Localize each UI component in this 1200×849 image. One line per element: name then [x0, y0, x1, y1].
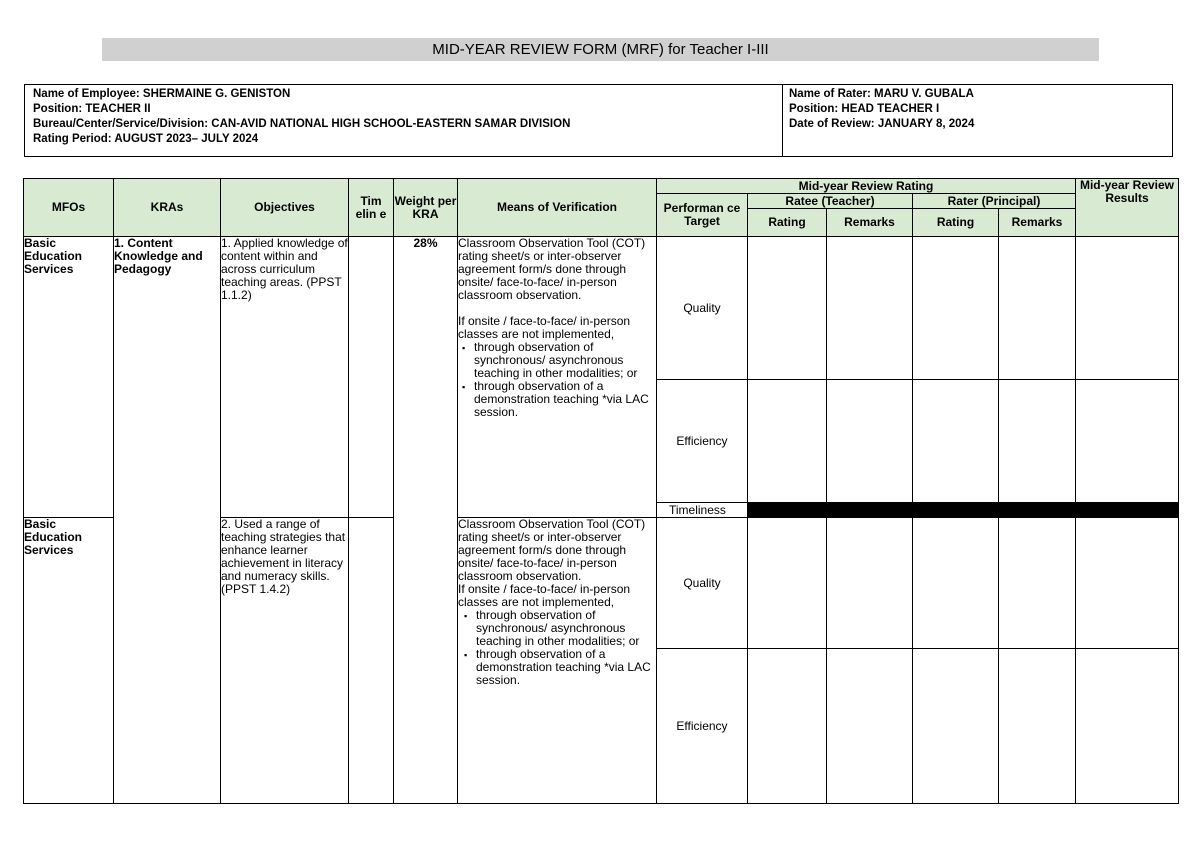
objective-cell: 1. Applied knowledge of content within and across curriculum teaching areas. (PPST 1.1.2) — [221, 237, 349, 518]
ratee-rating-cell[interactable] — [748, 518, 827, 649]
target-efficiency: Efficiency — [657, 649, 748, 804]
rater-remarks-cell[interactable] — [999, 649, 1076, 804]
ratee-rating-cell[interactable] — [748, 380, 827, 503]
ratee-rating-cell[interactable] — [748, 237, 827, 380]
header-ratee-remarks: Remarks — [827, 209, 913, 237]
header-objectives: Objectives — [221, 179, 349, 237]
form-title: MID-YEAR REVIEW FORM (MRF) for Teacher I-III — [102, 38, 1099, 61]
mrf-table — [23, 178, 1179, 804]
header-results: Mid-year Review Results — [1076, 179, 1179, 237]
employee-bureau: Bureau/Center/Service/Division: CAN-AVID NATIONAL HIGH SCHOOL-EASTERN SAMAR DIVISION — [33, 118, 571, 130]
rater-info — [783, 85, 1172, 156]
mfo-cell: Basic Education Services — [24, 237, 114, 518]
mov-cell — [458, 237, 657, 518]
mfo-cell: Basic Education Services — [24, 518, 114, 804]
rater-rating-cell[interactable] — [913, 649, 999, 804]
employee-info — [25, 85, 783, 156]
rater-name: Name of Rater: MARU V. GUBALA — [789, 88, 974, 100]
mov-list — [458, 609, 656, 687]
header-mfos: MFOs — [24, 179, 114, 237]
header-timeline: Tim elin e — [349, 179, 394, 237]
mov-cell — [458, 518, 657, 804]
rater-remarks-cell[interactable] — [999, 380, 1076, 503]
header-weight: Weight per KRA — [394, 179, 458, 237]
mov-item: ▪ through observation of synchronous/ asynchronous teaching in other modalities; or — [470, 609, 656, 648]
weight-cell: 28% — [394, 237, 458, 804]
rater-remarks-cell[interactable] — [999, 237, 1076, 380]
employee-info-box — [24, 84, 1173, 157]
header-rater-remarks: Remarks — [999, 209, 1076, 237]
review-date: Date of Review: JANUARY 8, 2024 — [789, 118, 975, 130]
header-performance-target: Performan ce Target — [657, 194, 748, 237]
target-efficiency: Efficiency — [657, 380, 748, 503]
ratee-rating-cell[interactable] — [748, 649, 827, 804]
rater-remarks-cell[interactable] — [999, 518, 1076, 649]
target-quality: Quality — [657, 237, 748, 380]
rater-rating-cell[interactable] — [913, 380, 999, 503]
rater-rating-cell[interactable] — [913, 518, 999, 649]
ratee-remarks-cell[interactable] — [827, 237, 913, 380]
header-midyear-rating: Mid-year Review Rating — [657, 179, 1076, 194]
kra-cell: 1. Content Knowledge and Pedagogy — [114, 237, 221, 804]
results-cell[interactable] — [1076, 518, 1179, 649]
target-quality: Quality — [657, 518, 748, 649]
timeline-cell — [349, 237, 394, 518]
header-ratee-rating: Rating — [748, 209, 827, 237]
header-mov: Means of Verification — [458, 179, 657, 237]
timeline-cell — [349, 518, 394, 804]
header-kras: KRAs — [114, 179, 221, 237]
employee-position: Position: TEACHER II — [33, 103, 151, 115]
rater-position: Position: HEAD TEACHER I — [789, 103, 940, 115]
target-timeliness: Timeliness — [657, 503, 748, 518]
mov-intro: Classroom Observation Tool (COT) rating sheet/s or inter-observer agreement form/s done through onsite/ face-to-face/ in-person classroom observation. — [458, 517, 646, 583]
mov-item: ▪ through observation of synchronous/ asynchronous teaching in other modalities; or — [468, 341, 656, 380]
ratee-remarks-cell[interactable] — [827, 380, 913, 503]
results-cell[interactable] — [1076, 237, 1179, 380]
mov-item: ▪ through observation of a demonstration teaching *via LAC session. — [468, 380, 656, 419]
results-cell[interactable] — [1076, 649, 1179, 804]
rater-rating-cell[interactable] — [913, 237, 999, 380]
timeliness-blackout — [748, 503, 1179, 518]
ratee-remarks-cell[interactable] — [827, 649, 913, 804]
header-rater-rating: Rating — [913, 209, 999, 237]
objective-cell: 2. Used a range of teaching strategies that enhance learner achievement in literacy and numeracy skills. (PPST 1.4.2) — [221, 518, 349, 804]
mov-if: If onsite / face-to-face/ in-person classes are not implemented, — [458, 314, 631, 341]
mov-list — [458, 341, 656, 419]
employee-name: Name of Employee: SHERMAINE G. GENISTON — [33, 88, 291, 100]
mov-intro: Classroom Observation Tool (COT) rating sheet/s or inter-observer agreement form/s done through onsite/ face-to-face/ in-person classroom observation. — [458, 236, 646, 302]
results-cell[interactable] — [1076, 380, 1179, 503]
header-ratee: Ratee (Teacher) — [748, 194, 913, 209]
header-rater: Rater (Principal) — [913, 194, 1076, 209]
ratee-remarks-cell[interactable] — [827, 518, 913, 649]
rating-period: Rating Period: AUGUST 2023– JULY 2024 — [33, 133, 259, 145]
mov-item: ▪ through observation of a demonstration teaching *via LAC session. — [470, 648, 656, 687]
mov-if: If onsite / face-to-face/ in-person classes are not implemented, — [458, 582, 631, 609]
